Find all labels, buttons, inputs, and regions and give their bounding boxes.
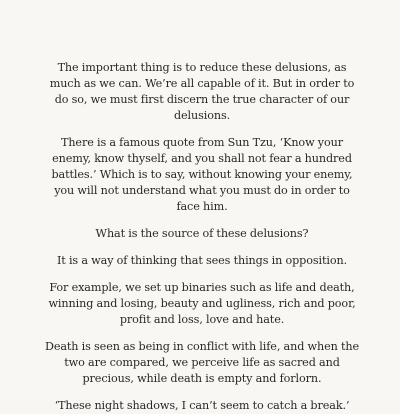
page-text (44, 60, 360, 414)
paragraph-7: ‘These night shadows, I can’t seem to catch a break.’ (54, 399, 350, 412)
paragraph-3: What is the source of these delusions? (95, 227, 309, 240)
paragraph-4: It is a way of thinking that sees things in opposition. (56, 254, 348, 267)
paragraph-2: There is a famous quote from Sun Tzu, ‘Know your enemy, know thyself, and you shall not fear a hundred battles.’ Which is to say, without knowing your enemy, you will not understand what you must do in order to face him. (51, 136, 353, 213)
paragraph-6: Death is seen as being in conflict with life, and when the two are compared, we perceive life as sacred and precious, while death is empty and forlorn. (44, 340, 360, 385)
paragraph-5: For example, we set up binaries such as life and death, winning and losing, beauty and ugliness, rich and poor, profit and loss, love and hate. (48, 281, 356, 326)
paragraph-1: The important thing is to reduce these delusions, as much as we can. We’re all capable of it. But in order to do so, we must first discern the true character of our delusions. (49, 61, 355, 122)
